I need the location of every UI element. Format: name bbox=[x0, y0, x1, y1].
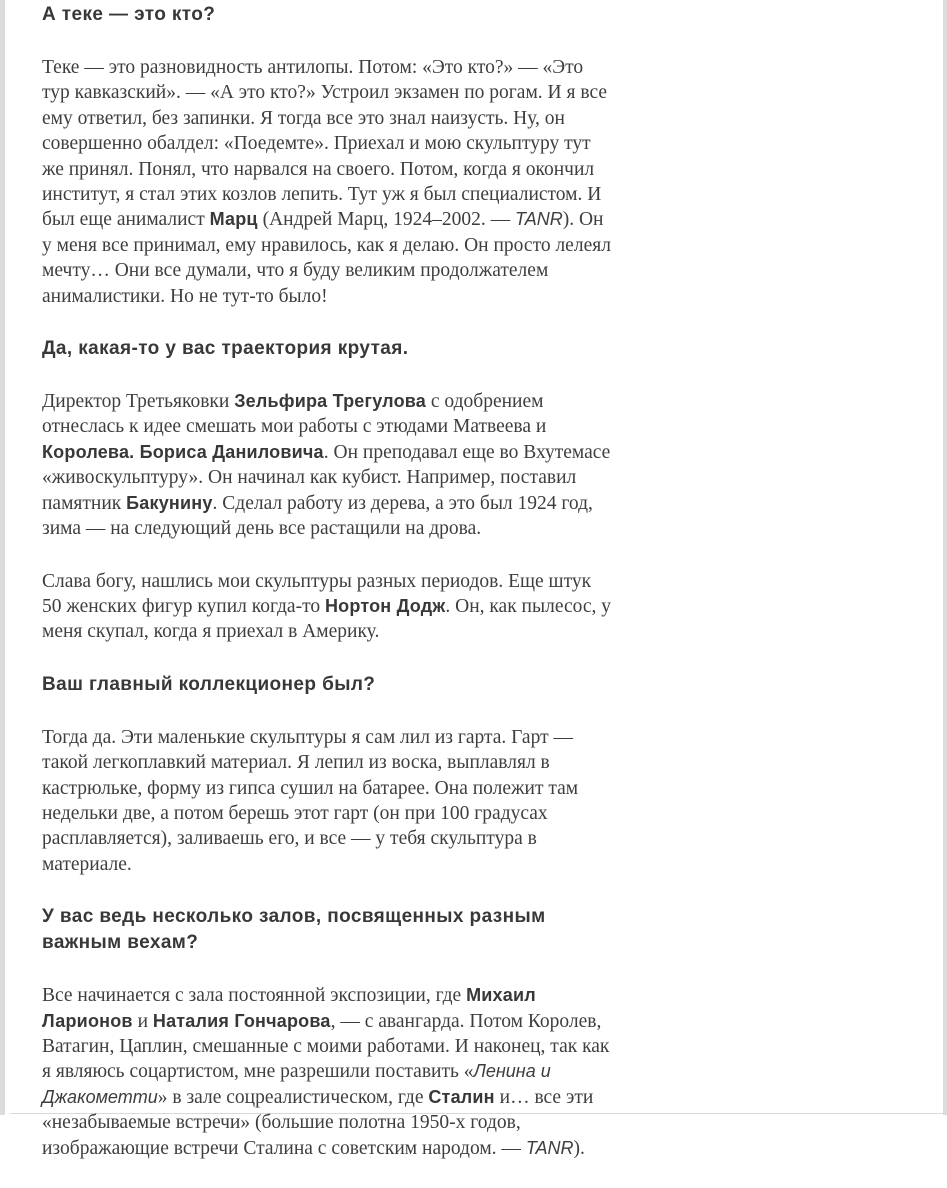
question-heading bbox=[42, 2, 614, 28]
question-heading bbox=[42, 904, 614, 956]
text-run: (Андрей Марц, 1924–2002. — bbox=[257, 209, 516, 231]
answer-paragraph bbox=[42, 983, 614, 1161]
answer-paragraph bbox=[42, 55, 614, 309]
answer-paragraph bbox=[42, 569, 614, 645]
text-run: Слава богу, нашлись мои скульптуры разных периодов. Еще штук 50 женских фигур купил когда-то bbox=[42, 570, 592, 617]
question-heading bbox=[42, 336, 614, 362]
person-name: Зельфира Трегулова bbox=[234, 391, 427, 412]
text-run: ). Он у меня все принимал, ему нравилось, как я делаю. Он просто лелеял мечту… Они все думали, что я буду великим продолжателем анималистики. Но не тут-то было! bbox=[42, 209, 611, 307]
person-name: Наталия Гончарова bbox=[152, 1010, 331, 1031]
text-run: » в зале соцреалистическом, где bbox=[157, 1086, 429, 1108]
text-run: ). bbox=[573, 1137, 585, 1159]
text-run: . Он, как пылесос, у меня скупал, когда я приехал в Америку. bbox=[42, 595, 612, 643]
person-name: Нортон Додж bbox=[324, 595, 446, 616]
answer-paragraph bbox=[42, 725, 614, 877]
text-run: Теке — это разновидность антилопы. Потом: «Это кто?» — «Это тур кавказский». — «А это кто?» Устроил экзамен по рогам. И я все ему ответил, без запинки. Я тогда все это знал наизусть. Ну, он совершенно обалдел: «Поедемте». Приехал и мою скульптуру тут же принял. Понял, что нарвался на своего. Потом, когда я окончил институт, я стал этих козлов лепить. Тут уж я был специалистом. И был еще анималист bbox=[42, 57, 607, 231]
text-run: Да, какая-то у вас траектория крутая. bbox=[42, 338, 409, 360]
answer-paragraph bbox=[42, 389, 614, 541]
text-run: Все начинается с зала постоянной экспозиции, где bbox=[42, 985, 467, 1007]
editorial-note: TANR bbox=[525, 1137, 574, 1158]
page-right-border bbox=[943, 0, 947, 1115]
text-run: Директор Третьяковки bbox=[42, 391, 235, 413]
text-run: . Он преподавал еще во Вхутемасе «живоскульптуру». Он начинал как кубист. Например, поставил памятник bbox=[42, 441, 611, 514]
article-body bbox=[42, 0, 614, 1188]
person-name: Михаил Ларионов bbox=[42, 985, 536, 1031]
text-run: с одобрением отнеслась к идее смешать мои работы с этюдами Матвеева и bbox=[42, 391, 547, 438]
text-run: и… все эти «незабываемые встречи» (большие полотна 1950-х годов, изображающие встречи Сталина с советским народом. — bbox=[42, 1086, 594, 1159]
person-name: Королева. Бориса Даниловича bbox=[42, 441, 324, 462]
editorial-note: TANR bbox=[515, 209, 563, 230]
text-run: Тогда да. Эти маленькие скульптуры я сам лил из гарта. Гарт — такой легкоплавкий материал. Я лепил из воска, выплавлял в кастрюльке, форму из гипса сушил на батарее. Она полежит там недельки две, а потом берешь этот гарт (он при 100 градусах расплавляется), заливаешь его, и все — у тебя скульптура в материале. bbox=[42, 726, 579, 875]
person-name: Сталин bbox=[428, 1086, 495, 1107]
text-run: , — с авангарда. Потом Королев, Ватагин, Цаплин, смешанные с моими работами. И наконец, так как я являюсь соцартистом, мне разрешили поставить « bbox=[42, 1010, 610, 1083]
text-run: и bbox=[132, 1010, 153, 1032]
text-run: У вас ведь несколько залов, посвященных разным важным вехам? bbox=[42, 906, 546, 954]
text-run: . Сделал работу из дерева, а это был 1924 год, зима — на следующий день все растащили на дрова. bbox=[42, 492, 593, 540]
person-name: Марц bbox=[209, 209, 258, 230]
question-heading bbox=[42, 672, 614, 698]
person-name: Бакунину bbox=[126, 492, 213, 513]
page-left-border bbox=[0, 0, 5, 1115]
editorial-note: Ленина и Джакометти bbox=[42, 1061, 551, 1107]
text-run: А теке — это кто? bbox=[42, 4, 216, 25]
text-run: Ваш главный коллекционер был? bbox=[42, 673, 376, 695]
